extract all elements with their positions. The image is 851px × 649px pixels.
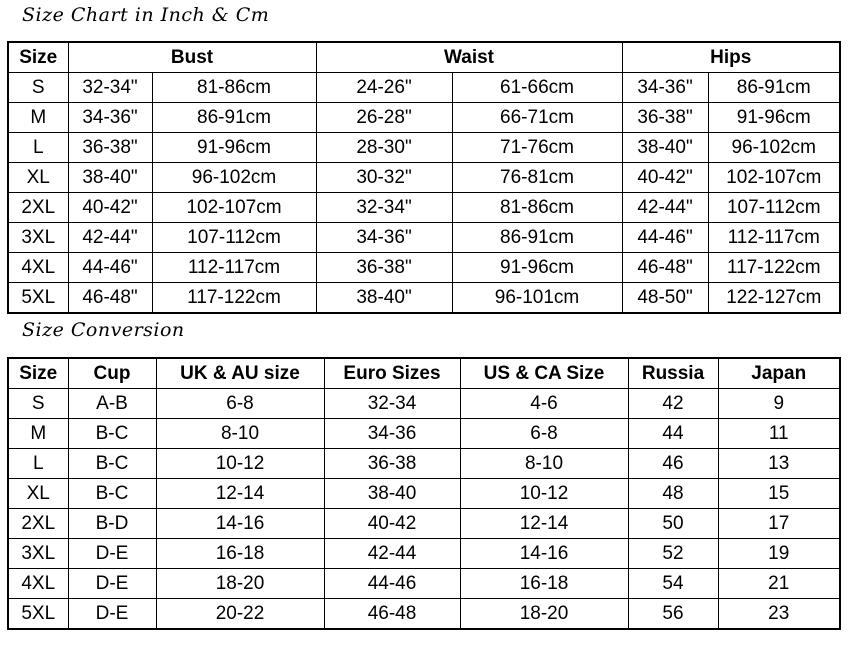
cell-uk-au: 20-22 bbox=[156, 599, 324, 630]
cell-japan: 21 bbox=[718, 569, 840, 599]
cell-waist-cm: 86-91cm bbox=[452, 223, 622, 253]
cell-size: L bbox=[8, 449, 68, 479]
cell-hips-cm: 117-122cm bbox=[708, 253, 840, 283]
cell-japan: 11 bbox=[718, 419, 840, 449]
cell-hips-cm: 102-107cm bbox=[708, 163, 840, 193]
cell-bust-cm: 91-96cm bbox=[152, 133, 316, 163]
cell-hips-in: 34-36" bbox=[622, 73, 708, 103]
cell-bust-in: 38-40" bbox=[68, 163, 152, 193]
cell-us-ca: 10-12 bbox=[460, 479, 628, 509]
cell-cup: B-C bbox=[68, 449, 156, 479]
cell-russia: 52 bbox=[628, 539, 718, 569]
cell-uk-au: 8-10 bbox=[156, 419, 324, 449]
header-euro: Euro Sizes bbox=[324, 358, 460, 389]
cell-uk-au: 18-20 bbox=[156, 569, 324, 599]
cell-hips-cm: 86-91cm bbox=[708, 73, 840, 103]
cell-russia: 56 bbox=[628, 599, 718, 630]
table-row bbox=[8, 73, 840, 103]
cell-russia: 46 bbox=[628, 449, 718, 479]
cell-size: XL bbox=[8, 479, 68, 509]
cell-size: 4XL bbox=[8, 569, 68, 599]
header-uk-au: UK & AU size bbox=[156, 358, 324, 389]
cell-size: 4XL bbox=[8, 253, 68, 283]
size-conversion-title: Size Conversion bbox=[22, 319, 185, 341]
cell-size: 2XL bbox=[8, 193, 68, 223]
cell-waist-in: 26-28" bbox=[316, 103, 452, 133]
cell-us-ca: 14-16 bbox=[460, 539, 628, 569]
cell-bust-in: 42-44" bbox=[68, 223, 152, 253]
cell-us-ca: 8-10 bbox=[460, 449, 628, 479]
cell-cup: D-E bbox=[68, 539, 156, 569]
cell-waist-in: 32-34" bbox=[316, 193, 452, 223]
cell-hips-cm: 107-112cm bbox=[708, 193, 840, 223]
header-bust: Bust bbox=[68, 42, 316, 73]
size-chart-header-row bbox=[8, 42, 840, 73]
cell-size: S bbox=[8, 73, 68, 103]
cell-waist-cm: 96-101cm bbox=[452, 283, 622, 314]
cell-waist-in: 28-30" bbox=[316, 133, 452, 163]
cell-hips-cm: 91-96cm bbox=[708, 103, 840, 133]
cell-russia: 50 bbox=[628, 509, 718, 539]
size-conversion-body bbox=[8, 389, 840, 630]
cell-euro: 38-40 bbox=[324, 479, 460, 509]
cell-russia: 54 bbox=[628, 569, 718, 599]
cell-japan: 23 bbox=[718, 599, 840, 630]
cell-russia: 44 bbox=[628, 419, 718, 449]
cell-euro: 40-42 bbox=[324, 509, 460, 539]
table-row bbox=[8, 223, 840, 253]
cell-japan: 9 bbox=[718, 389, 840, 419]
cell-cup: D-E bbox=[68, 569, 156, 599]
size-chart-title: Size Chart in Inch & Cm bbox=[22, 4, 270, 26]
cell-euro: 36-38 bbox=[324, 449, 460, 479]
cell-russia: 48 bbox=[628, 479, 718, 509]
cell-waist-in: 38-40" bbox=[316, 283, 452, 314]
cell-bust-in: 44-46" bbox=[68, 253, 152, 283]
table-row bbox=[8, 569, 840, 599]
cell-russia: 42 bbox=[628, 389, 718, 419]
cell-us-ca: 18-20 bbox=[460, 599, 628, 630]
cell-japan: 13 bbox=[718, 449, 840, 479]
size-conversion-table bbox=[7, 357, 841, 630]
cell-waist-cm: 81-86cm bbox=[452, 193, 622, 223]
cell-bust-cm: 112-117cm bbox=[152, 253, 316, 283]
cell-waist-cm: 71-76cm bbox=[452, 133, 622, 163]
cell-us-ca: 16-18 bbox=[460, 569, 628, 599]
table-row bbox=[8, 389, 840, 419]
cell-euro: 42-44 bbox=[324, 539, 460, 569]
cell-waist-cm: 76-81cm bbox=[452, 163, 622, 193]
cell-size: 5XL bbox=[8, 283, 68, 314]
cell-waist-in: 36-38" bbox=[316, 253, 452, 283]
cell-cup: B-C bbox=[68, 479, 156, 509]
cell-bust-cm: 107-112cm bbox=[152, 223, 316, 253]
cell-us-ca: 12-14 bbox=[460, 509, 628, 539]
cell-euro: 32-34 bbox=[324, 389, 460, 419]
cell-japan: 15 bbox=[718, 479, 840, 509]
table-row bbox=[8, 479, 840, 509]
cell-cup: A-B bbox=[68, 389, 156, 419]
table-row bbox=[8, 283, 840, 314]
cell-hips-in: 46-48" bbox=[622, 253, 708, 283]
header-hips: Hips bbox=[622, 42, 840, 73]
table-row bbox=[8, 253, 840, 283]
header-japan: Japan bbox=[718, 358, 840, 389]
header-us-ca: US & CA Size bbox=[460, 358, 628, 389]
cell-bust-in: 46-48" bbox=[68, 283, 152, 314]
cell-uk-au: 14-16 bbox=[156, 509, 324, 539]
header-russia: Russia bbox=[628, 358, 718, 389]
cell-size: L bbox=[8, 133, 68, 163]
table-row bbox=[8, 509, 840, 539]
cell-size: S bbox=[8, 389, 68, 419]
cell-bust-cm: 86-91cm bbox=[152, 103, 316, 133]
cell-waist-cm: 91-96cm bbox=[452, 253, 622, 283]
cell-bust-cm: 102-107cm bbox=[152, 193, 316, 223]
cell-uk-au: 12-14 bbox=[156, 479, 324, 509]
cell-hips-in: 38-40" bbox=[622, 133, 708, 163]
cell-size: XL bbox=[8, 163, 68, 193]
cell-us-ca: 6-8 bbox=[460, 419, 628, 449]
cell-waist-cm: 61-66cm bbox=[452, 73, 622, 103]
cell-hips-cm: 122-127cm bbox=[708, 283, 840, 314]
cell-hips-in: 44-46" bbox=[622, 223, 708, 253]
table-row bbox=[8, 193, 840, 223]
cell-hips-in: 42-44" bbox=[622, 193, 708, 223]
header-cup: Cup bbox=[68, 358, 156, 389]
cell-japan: 17 bbox=[718, 509, 840, 539]
table-row bbox=[8, 163, 840, 193]
header-size: Size bbox=[8, 42, 68, 73]
cell-hips-in: 48-50" bbox=[622, 283, 708, 314]
table-row bbox=[8, 449, 840, 479]
table-row bbox=[8, 419, 840, 449]
cell-waist-in: 24-26" bbox=[316, 73, 452, 103]
cell-waist-in: 34-36" bbox=[316, 223, 452, 253]
size-chart-body bbox=[8, 73, 840, 314]
header-waist: Waist bbox=[316, 42, 622, 73]
cell-bust-in: 34-36" bbox=[68, 103, 152, 133]
cell-size: 3XL bbox=[8, 539, 68, 569]
cell-japan: 19 bbox=[718, 539, 840, 569]
table-row bbox=[8, 133, 840, 163]
table-row bbox=[8, 599, 840, 630]
cell-size: 5XL bbox=[8, 599, 68, 630]
cell-us-ca: 4-6 bbox=[460, 389, 628, 419]
cell-euro: 46-48 bbox=[324, 599, 460, 630]
cell-bust-cm: 81-86cm bbox=[152, 73, 316, 103]
cell-uk-au: 16-18 bbox=[156, 539, 324, 569]
cell-uk-au: 10-12 bbox=[156, 449, 324, 479]
cell-size: 3XL bbox=[8, 223, 68, 253]
cell-cup: D-E bbox=[68, 599, 156, 630]
cell-hips-cm: 96-102cm bbox=[708, 133, 840, 163]
table-row bbox=[8, 539, 840, 569]
cell-uk-au: 6-8 bbox=[156, 389, 324, 419]
cell-size: M bbox=[8, 419, 68, 449]
cell-bust-in: 36-38" bbox=[68, 133, 152, 163]
cell-cup: B-D bbox=[68, 509, 156, 539]
cell-hips-in: 40-42" bbox=[622, 163, 708, 193]
cell-bust-in: 40-42" bbox=[68, 193, 152, 223]
cell-hips-cm: 112-117cm bbox=[708, 223, 840, 253]
cell-size: 2XL bbox=[8, 509, 68, 539]
header-size: Size bbox=[8, 358, 68, 389]
cell-euro: 44-46 bbox=[324, 569, 460, 599]
cell-waist-in: 30-32" bbox=[316, 163, 452, 193]
cell-waist-cm: 66-71cm bbox=[452, 103, 622, 133]
cell-euro: 34-36 bbox=[324, 419, 460, 449]
cell-bust-in: 32-34" bbox=[68, 73, 152, 103]
cell-cup: B-C bbox=[68, 419, 156, 449]
cell-bust-cm: 117-122cm bbox=[152, 283, 316, 314]
size-conversion-header-row bbox=[8, 358, 840, 389]
size-chart-table bbox=[7, 41, 841, 314]
cell-size: M bbox=[8, 103, 68, 133]
table-row bbox=[8, 103, 840, 133]
cell-bust-cm: 96-102cm bbox=[152, 163, 316, 193]
cell-hips-in: 36-38" bbox=[622, 103, 708, 133]
